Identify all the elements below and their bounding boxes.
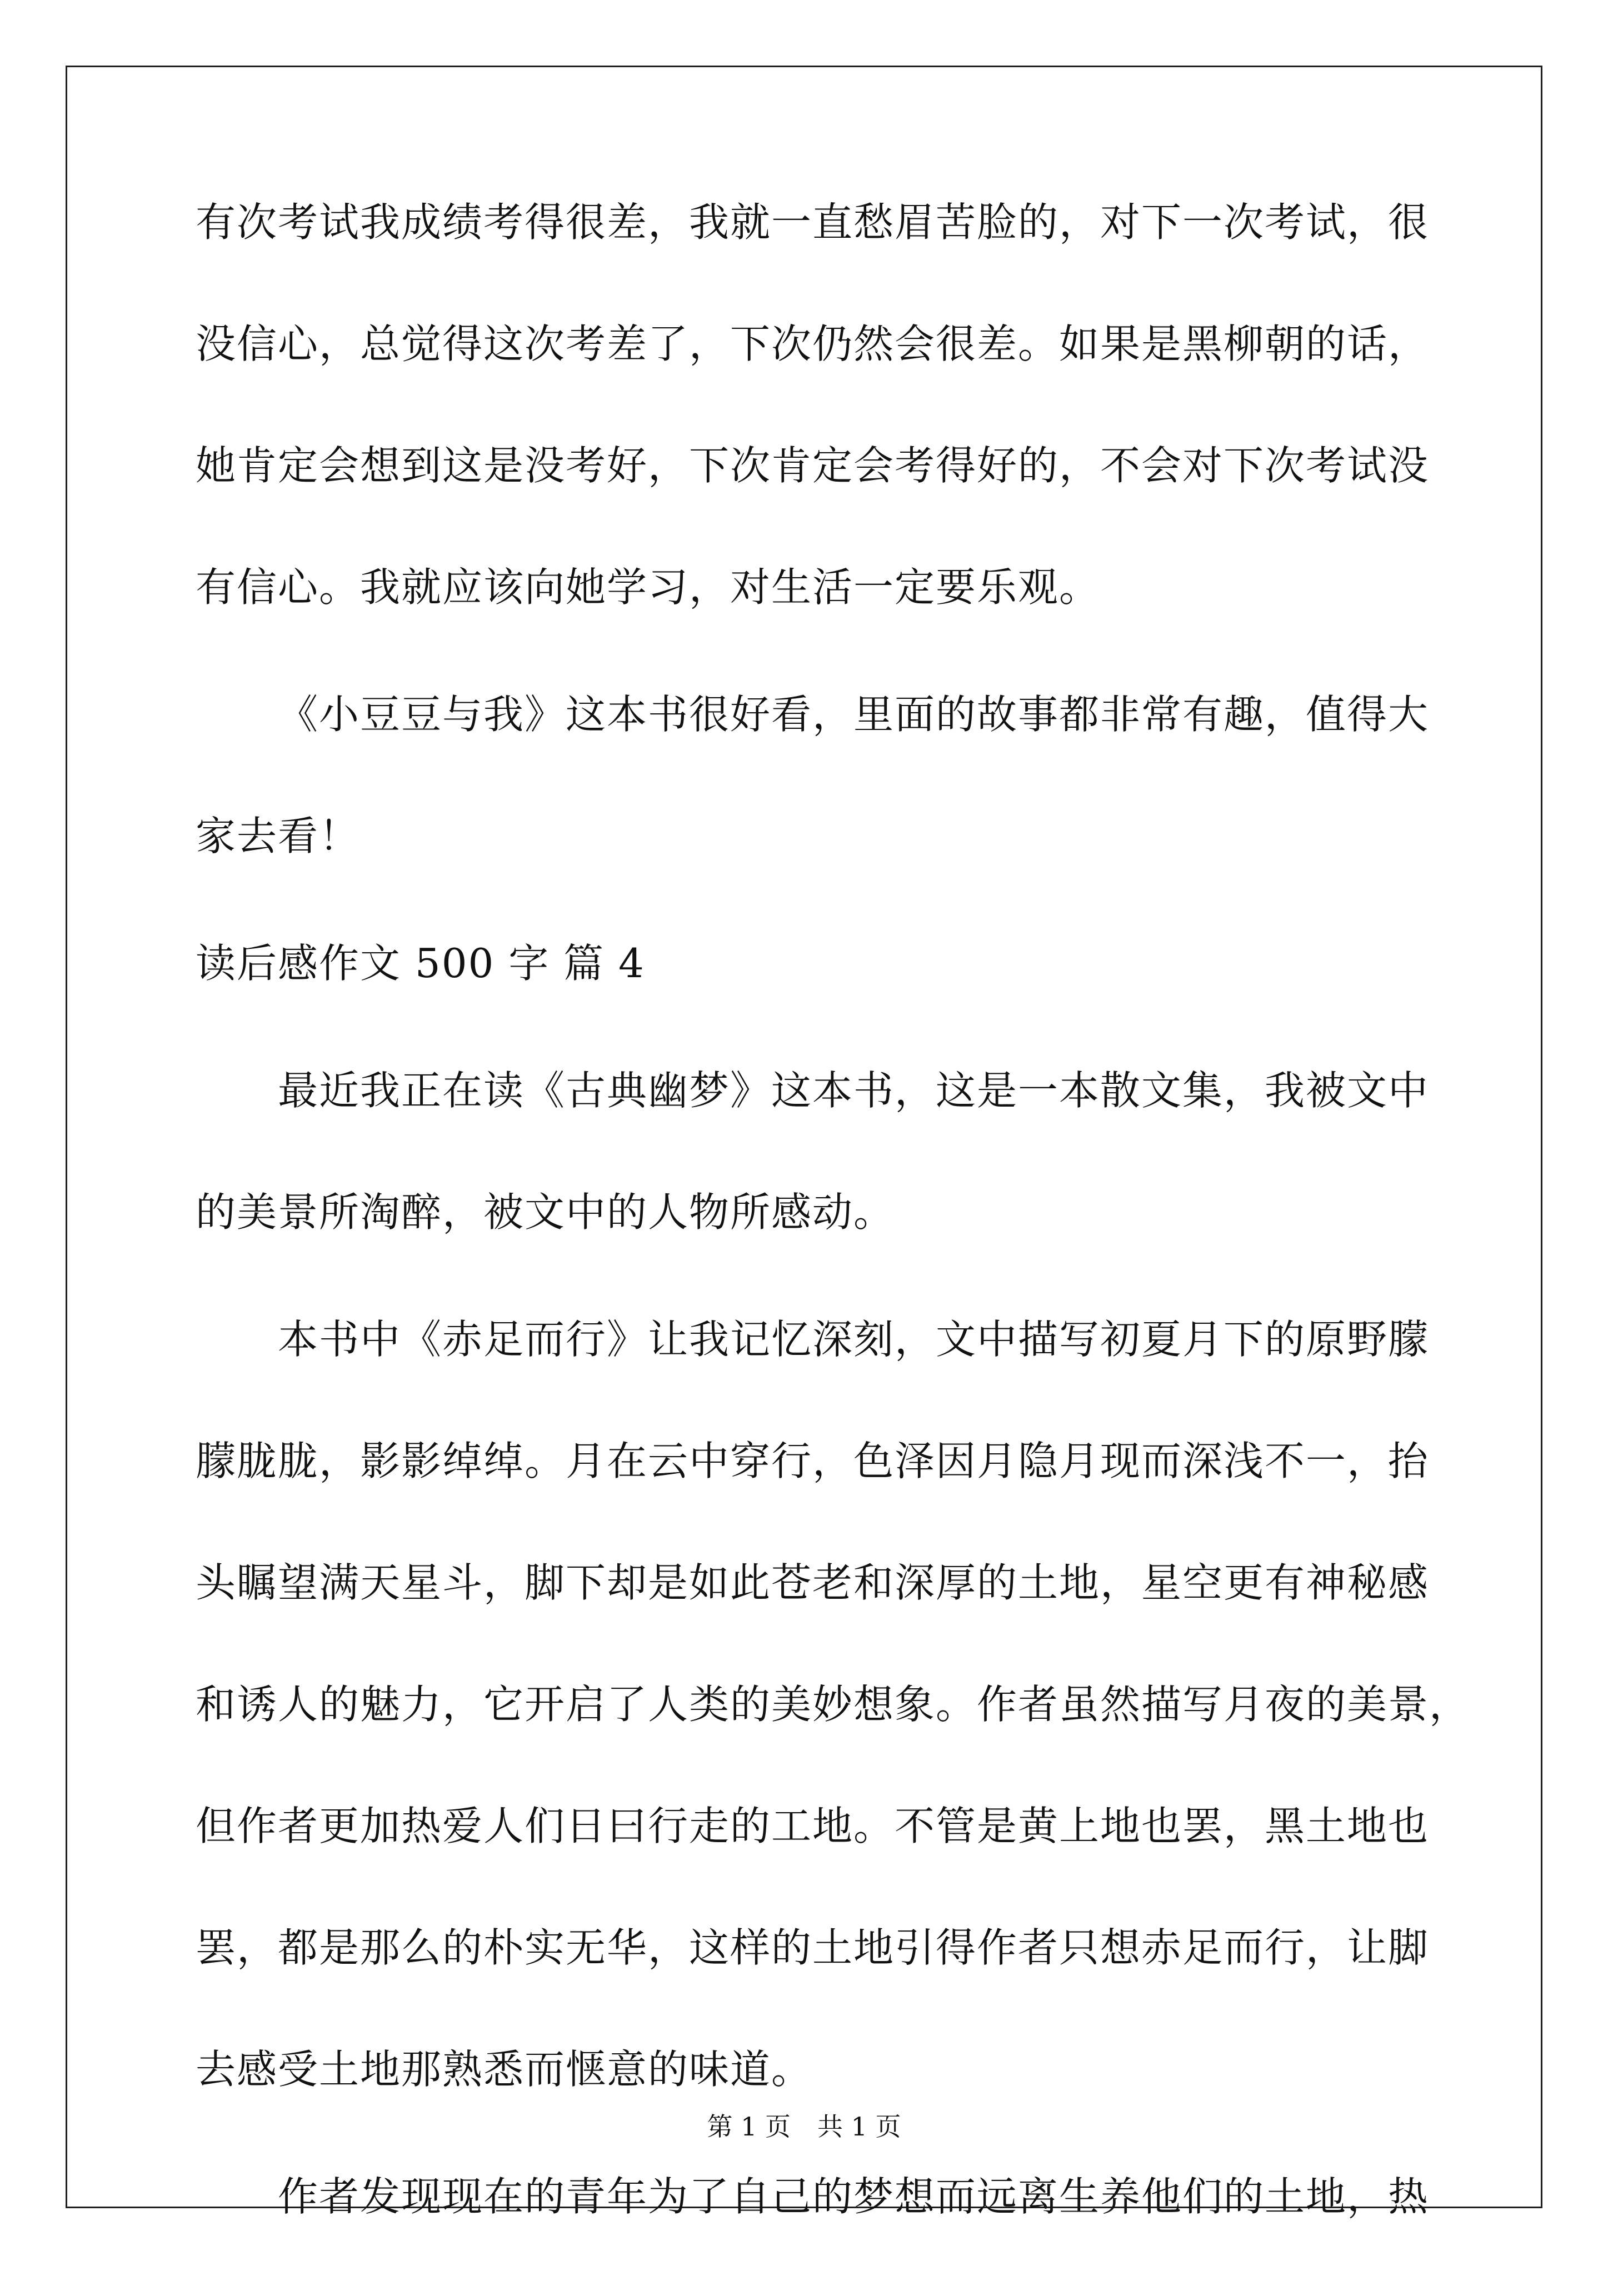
paragraph-line: 作者发现现在的青年为了自己的梦想而远离生养他们的土地，热 xyxy=(278,2173,1430,2220)
paragraph-line: 但作者更加热爱人们日曰行走的工地。不管是黄上地也罢，黑土地也 xyxy=(196,1803,1430,1849)
paragraph-line: 最近我正在读《古典幽梦》这本书，这是一本散文集，我被文中 xyxy=(278,1067,1430,1114)
paragraph-line: 《小豆豆与我》这本书很好看，里面的故事都非常有趣，值得大 xyxy=(278,691,1430,738)
paragraph-line: 罢，都是那么的朴实无华，这样的土地引得作者只想赤足而行，让脚 xyxy=(196,1924,1430,1971)
paragraph-line: 朦胧胧，影影绰绰。月在云中穿行，色泽因月隐月现而深浅不一，抬 xyxy=(196,1438,1430,1484)
page-footer xyxy=(0,2111,1608,2142)
paragraph-line: 和诱人的魅力，它开启了人类的美妙想象。作者虽然描写月夜的美景， xyxy=(196,1681,1471,1728)
paragraph-line: 本书中《赤足而行》让我记忆深刻，文中描写初夏月下的原野朦 xyxy=(278,1316,1430,1363)
paragraph-line: 没信心，总觉得这次考差了，下次仍然会很差。如果是黑柳朝的话， xyxy=(196,321,1430,367)
page-number-current: 第 1 页 xyxy=(707,2112,791,2142)
paragraph-line: 头瞩望满天星斗，脚下却是如此苍老和深厚的土地，星空更有神秘感 xyxy=(196,1559,1430,1606)
paragraph-line: 去感受土地那熟悉而惬意的味道。 xyxy=(196,2046,813,2093)
paragraph-line: 她肯定会想到这是没考好，下次肯定会考得好的，不会对下次考试没 xyxy=(196,442,1430,489)
document-body xyxy=(196,199,1471,2296)
paragraph-line: 家去看！ xyxy=(196,813,361,859)
section-heading: 读后感作文 500 字 篇 4 xyxy=(196,940,645,987)
paragraph-line: 有信心。我就应该向她学习，对生活一定要乐观。 xyxy=(196,564,1101,611)
paragraph-line: 的美景所淘醉，被文中的人物所感动。 xyxy=(196,1189,895,1235)
paragraph-line: 有次考试我成绩考得很差，我就一直愁眉苦脸的，对下一次考试，很 xyxy=(196,199,1430,246)
page-number-total: 共 1 页 xyxy=(817,2112,901,2142)
